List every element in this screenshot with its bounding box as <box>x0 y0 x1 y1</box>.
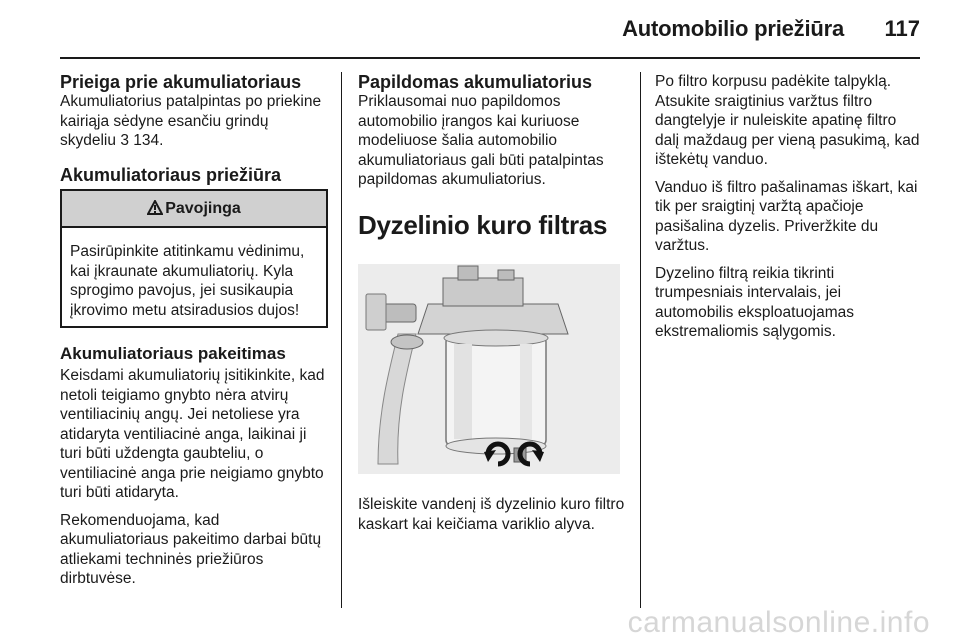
heading-battery-replacement: Akumuliatoriaus pakeitimas <box>60 344 286 363</box>
diesel-fuel-filter-illustration <box>358 264 620 474</box>
battery-access-page-ref: 134. <box>133 132 164 149</box>
heading-diesel-fuel-filter: Dyzelinio kuro filtras <box>358 209 608 240</box>
battery-access-body: Akumuliatorius patalpintas po priekine kairiąja sėdyne esančiu grindų skydeliu <box>60 93 322 149</box>
warning-triangle-icon <box>147 200 163 215</box>
battery-replacement-recommendation: Rekomenduojama, kad akumuliatoriaus pakeitimo darbai būtų atliekami techninės priežiūros dirbtuvėse. <box>60 511 322 587</box>
column-divider-2 <box>640 72 641 608</box>
warning-header <box>62 191 326 229</box>
column-2 <box>358 72 626 542</box>
warning-text: Pasirūpinkite atitinkamu vėdinimu, kai įkraunate akumuliatorių. Kyla sprogimo pavojus, jei susikaupia įkrovimo metu atsiradusios dujos! <box>70 243 305 319</box>
filter-instructions-3: Dyzelino filtrą reikia tikrinti trumpesniais intervalais, jei automobilis eksploatuojamas ekstremaliomis sąlygomis. <box>655 264 855 340</box>
column-divider-1 <box>341 72 342 608</box>
column-3 <box>655 72 923 350</box>
filter-instructions-1: Po filtro korpusu padėkite talpyklą. Atsukite sraigtinius varžtus filtro dangtelyje ir nuleiskite apatinę filtro dalį maždaug per vieną pasukimą, kad ištekėtų vanduo. <box>655 73 920 168</box>
heading-auxiliary-battery: Papildomas akumuliatorius <box>358 72 593 92</box>
heading-battery-access: Prieiga prie akumuliatoriaus <box>60 72 302 92</box>
page-number: 117 <box>884 16 920 41</box>
header-rule <box>60 57 920 59</box>
battery-access-text <box>60 92 328 151</box>
filter-instructions-2: Vanduo iš filtro pašalinamas iškart, kai tik per sraigtinį varžtą apačioje pasišalina dyzelis. Priveržkite du varžtus. <box>655 178 918 254</box>
heading-battery-care: Akumuliatoriaus priežiūra <box>60 164 282 185</box>
page-header-title: Automobilio priežiūra <box>622 16 844 41</box>
cross-reference-arrow-icon: 3 <box>120 132 129 149</box>
warning-title: Pavojinga <box>165 199 241 217</box>
danger-warning-box <box>60 189 328 329</box>
fuel-filter-drain-text: Išleiskite vandenį iš dyzelinio kuro filtro kaskart kai keičiama variklio alyva. <box>358 496 625 533</box>
auxiliary-battery-text: Priklausomai nuo papildomos automobilio įrangos kai kuriuose modeliuose šalia automobilio akumuliatoriaus gali būti patalpintas papildomas akumuliatorius. <box>358 93 604 188</box>
watermark: carmanualsonline.info <box>627 606 930 639</box>
column-1 <box>60 72 328 597</box>
battery-replacement-text: Keisdami akumuliatorių įsitikinkite, kad netoli teigiamo gnybto nėra atvirų ventiliacinių angų. Jei netoliese yra atidaryta ventiliacinė anga, laikinai ji turi būti uždengta gaubteliu, o ventiliacinė anga prie neigiamo gnybto turi būti atidaryta. <box>60 367 325 501</box>
